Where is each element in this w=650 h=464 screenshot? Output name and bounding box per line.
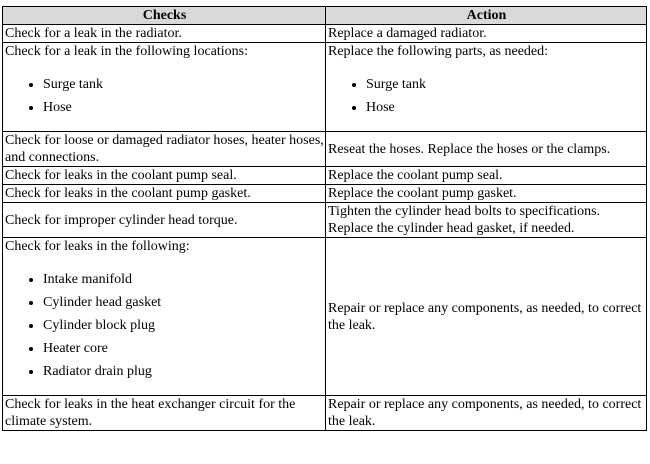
check-cell: Check for loose or damaged radiator hoses, heater hoses, and connections. bbox=[3, 132, 326, 167]
check-cell bbox=[3, 238, 326, 396]
action-cell: Replace the coolant pump seal. bbox=[326, 167, 647, 185]
list-item: • Surge tank bbox=[366, 73, 645, 96]
bullet-list bbox=[5, 73, 324, 119]
action-cell: Repair or replace any components, as needed, to correct the leak. bbox=[326, 396, 647, 431]
header-row bbox=[3, 7, 647, 25]
table-row bbox=[3, 238, 647, 396]
action-cell: Replace the coolant pump gasket. bbox=[326, 185, 647, 203]
list-item: • Radiator drain plug bbox=[43, 360, 324, 383]
table-row bbox=[3, 43, 647, 132]
check-text: Check for a leak in the following locations: bbox=[5, 44, 248, 59]
diagnostic-table bbox=[2, 6, 647, 431]
table-row bbox=[3, 203, 647, 238]
list-item: • Surge tank bbox=[43, 73, 324, 96]
check-text: Check for leaks in the following: bbox=[5, 239, 190, 254]
action-cell bbox=[326, 43, 647, 132]
list-item: • Heater core bbox=[43, 337, 324, 360]
bullet-list bbox=[5, 268, 324, 383]
check-cell bbox=[3, 43, 326, 132]
header-action: Action bbox=[326, 7, 647, 25]
list-item: • Cylinder block plug bbox=[43, 314, 324, 337]
table-row bbox=[3, 396, 647, 431]
list-item: • Intake manifold bbox=[43, 268, 324, 291]
check-cell: Check for improper cylinder head torque. bbox=[3, 203, 326, 238]
action-cell: Tighten the cylinder head bolts to specifications. Replace the cylinder head gasket, if needed. bbox=[326, 203, 647, 238]
check-cell: Check for leaks in the coolant pump seal. bbox=[3, 167, 326, 185]
action-text: Replace the following parts, as needed: bbox=[328, 44, 549, 59]
check-cell: Check for leaks in the heat exchanger circuit for the climate system. bbox=[3, 396, 326, 431]
bullet-list bbox=[328, 73, 645, 119]
check-cell: Check for a leak in the radiator. bbox=[3, 25, 326, 43]
table-row bbox=[3, 167, 647, 185]
check-cell: Check for leaks in the coolant pump gasket. bbox=[3, 185, 326, 203]
header-checks: Checks bbox=[3, 7, 326, 25]
list-item: • Cylinder head gasket bbox=[43, 291, 324, 314]
list-item: • Hose bbox=[43, 96, 324, 119]
action-cell: Repair or replace any components, as needed, to correct the leak. bbox=[326, 238, 647, 396]
table-row bbox=[3, 132, 647, 167]
action-cell: Replace a damaged radiator. bbox=[326, 25, 647, 43]
list-item: • Hose bbox=[366, 96, 645, 119]
action-cell: Reseat the hoses. Replace the hoses or the clamps. bbox=[326, 132, 647, 167]
table-row bbox=[3, 25, 647, 43]
table-row bbox=[3, 185, 647, 203]
